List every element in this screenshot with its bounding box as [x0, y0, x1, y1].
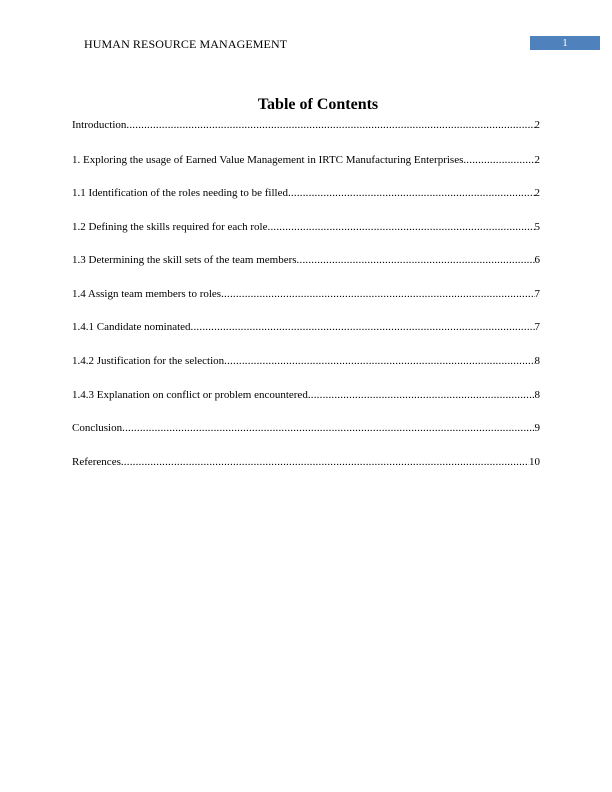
- toc-entry[interactable]: [72, 354, 540, 368]
- toc-entry[interactable]: [72, 455, 540, 469]
- toc-entry[interactable]: [72, 253, 540, 267]
- toc-entry-label: 1.4.1 Candidate nominated: [72, 321, 191, 334]
- toc-dot-leader: [297, 253, 535, 267]
- toc-entry[interactable]: [72, 118, 540, 132]
- toc-dot-leader: [288, 186, 535, 200]
- toc-entry-page: 7: [534, 287, 540, 300]
- toc-dot-leader: [122, 421, 534, 435]
- toc-dot-leader: [308, 388, 535, 402]
- toc-entry-label: 1.3 Determining the skill sets of the team members: [72, 254, 297, 267]
- toc-dot-leader: [463, 153, 534, 167]
- toc-entry-page: 7: [534, 321, 540, 334]
- toc-entry-label: References: [72, 455, 121, 468]
- toc-dot-leader: [224, 354, 534, 368]
- toc-heading: Table of Contents: [257, 96, 379, 113]
- page-number: 1: [562, 37, 568, 49]
- toc-entry[interactable]: [72, 287, 540, 301]
- toc-entry[interactable]: [72, 388, 540, 402]
- toc-entry-page: 5: [534, 220, 540, 233]
- toc-entry[interactable]: [72, 421, 540, 435]
- toc-entry-page: 2: [534, 153, 540, 166]
- toc-entry-label: 1.4.3 Explanation on conflict or problem encountered: [72, 388, 308, 401]
- toc-entry-label: 1.1 Identification of the roles needing to be filled: [72, 187, 288, 200]
- toc-entry-page: 6: [534, 254, 540, 267]
- toc-entry-label: Conclusion: [72, 422, 123, 435]
- toc-entry[interactable]: [72, 153, 540, 167]
- running-header-title: HUMAN RESOURCE MANAGEMENT: [84, 37, 288, 51]
- toc-entry-page: 8: [534, 388, 540, 401]
- toc-entry-page: 2: [534, 187, 540, 200]
- toc-entry[interactable]: [72, 186, 540, 200]
- toc-entry[interactable]: [72, 220, 540, 234]
- toc-dot-leader: [191, 320, 535, 334]
- toc-entry-page: 9: [534, 422, 540, 435]
- toc-entry-label: Introduction: [72, 119, 127, 131]
- toc-entry-page: 8: [534, 355, 540, 368]
- toc-entry-page: 10: [529, 455, 540, 468]
- toc-entry-label: 1. Exploring the usage of Earned Value Management in IRTC Manufacturing Enterprises: [72, 153, 464, 166]
- toc-dot-leader: [268, 220, 535, 234]
- toc-entry-label: 1.4.2 Justification for the selection: [72, 355, 225, 368]
- toc-dot-leader: [121, 455, 529, 469]
- toc-entry-page: 2: [534, 119, 540, 131]
- page-number-box: [530, 36, 600, 50]
- table-of-contents: [72, 118, 540, 488]
- toc-dot-leader: [221, 287, 534, 301]
- toc-dot-leader: [126, 118, 534, 132]
- toc-entry[interactable]: [72, 320, 540, 334]
- toc-entry-label: 1.4 Assign team members to roles: [72, 287, 222, 300]
- toc-entry-label: 1.2 Defining the skills required for each role: [72, 220, 268, 233]
